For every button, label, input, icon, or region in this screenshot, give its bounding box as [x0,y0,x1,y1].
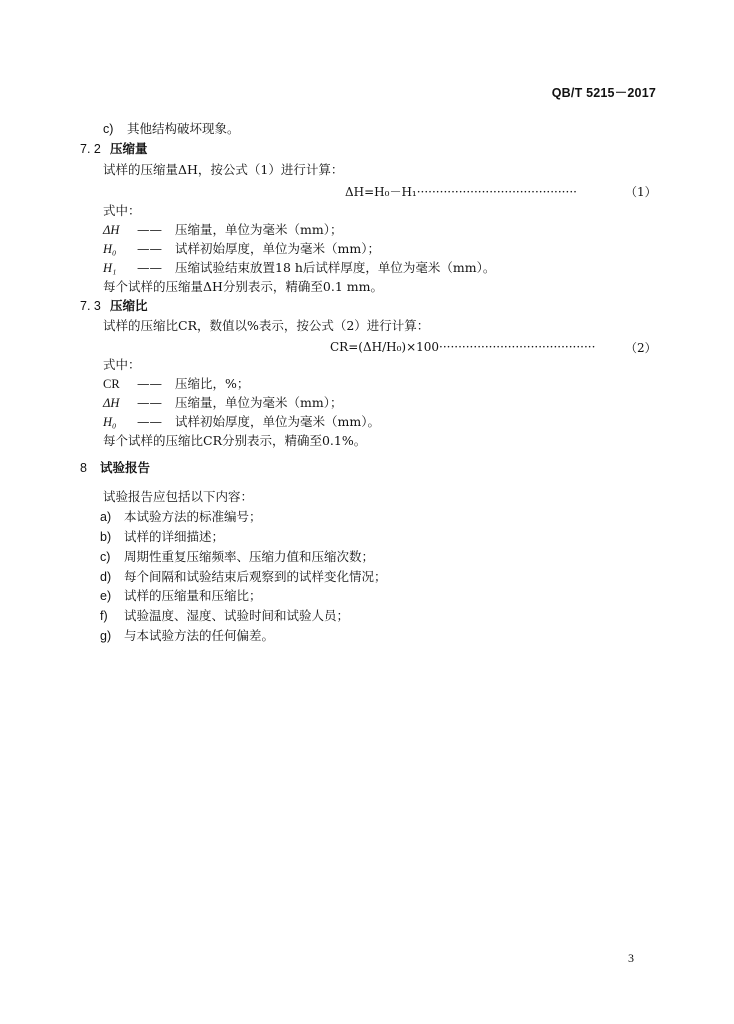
variable-description: 试样初始厚度，单位为毫米（mm）。 [175,414,380,429]
variable-row [103,376,249,392]
section-heading-7-2 [80,141,148,157]
list-item-letter: e) [100,589,112,603]
variable-row [103,241,380,257]
variable-symbol: ΔH [103,223,120,237]
section-title: 试验报告 [100,460,151,475]
list-item [100,549,374,565]
formula-number-2: （2） [625,341,657,355]
list-item-letter: f) [100,609,108,623]
formula-1 [345,184,577,200]
list-item-text: 每个间隔和试验结束后观察到的试样变化情况； [124,569,387,584]
variable-symbol: ΔH [103,396,120,410]
list-item-c [103,121,240,137]
variable-dash: —— [137,376,162,391]
section-heading-7-3 [80,298,148,314]
list-item [100,569,387,585]
variable-dash: —— [137,241,162,256]
variable-symbol: H₀ [103,242,117,256]
list-item [100,529,224,545]
variable-dash: —— [137,260,162,275]
section-title: 压缩比 [110,298,148,313]
list-item-letter: g) [100,629,112,643]
list-item-letter: b) [100,530,112,544]
where-label: 式中： [103,203,141,218]
formula-number-1: （1） [625,185,657,199]
list-item [100,588,262,604]
formula-2 [330,339,595,355]
paragraph-intro: 试验报告应包括以下内容： [103,489,254,504]
variable-description: 压缩量，单位为毫米（mm）； [175,222,343,237]
section-title: 压缩量 [110,141,148,156]
variable-row [103,222,342,238]
paragraph-intro: 试样的压缩量ΔH，按公式（1）进行计算： [103,162,344,177]
list-item-text: 本试验方法的标准编号； [124,509,262,524]
variable-dash: —— [137,222,162,237]
list-item-letter: a) [100,510,112,524]
list-item-text: 与本试验方法的任何偏差。 [124,628,275,643]
list-item-text: 试样的详细描述； [124,529,225,544]
variable-description: 压缩比，%； [175,376,250,391]
paragraph-intro: 试样的压缩比CR，数值以%表示，按公式（2）进行计算： [103,318,430,333]
variable-dash: —— [137,395,162,410]
section-number: 7. 2 [80,142,101,156]
variable-row [103,395,342,411]
standard-code: QB/T 5215－2017 [551,86,656,100]
paragraph-note: 每个试样的压缩比CR分别表示，精确至0.1%。 [103,433,367,448]
variable-description: 压缩量，单位为毫米（mm）； [175,395,343,410]
variable-description: 试样初始厚度，单位为毫米（mm）； [175,241,380,256]
list-item-letter: d) [100,570,112,584]
formula-text: CR=(ΔH/H₀)×100········································· [330,340,596,354]
list-item-text: 试样的压缩量和压缩比； [124,588,262,603]
variable-description: 压缩试验结束放置18 h后试样厚度，单位为毫米（mm）。 [175,260,496,275]
variable-symbol: CR [103,377,120,391]
list-item [100,608,349,624]
variable-row [103,414,380,430]
variable-symbol: H₁ [103,261,117,275]
list-item-text: 试验温度、湿度、试验时间和试验人员； [124,608,350,623]
variable-symbol: H₀ [103,415,117,429]
list-item [100,628,274,644]
where-label: 式中： [103,357,141,372]
list-item [100,509,262,525]
page-number: 3 [628,951,634,965]
list-item-text: 周期性重复压缩频率、压缩力值和压缩次数； [124,549,375,564]
paragraph-note: 每个试样的压缩量ΔH分别表示，精确至0.1 mm。 [103,279,383,294]
section-heading-8 [80,460,150,476]
variable-row [103,260,495,276]
list-item-letter: c) [103,122,114,136]
variable-dash: —— [137,414,162,429]
list-item-letter: c) [100,550,111,564]
formula-text: ΔH=H₀－H₁·········································· [345,185,577,199]
list-item-text: 其他结构破坏现象。 [127,121,240,136]
section-number: 8 [80,461,87,475]
section-number: 7. 3 [80,299,101,313]
